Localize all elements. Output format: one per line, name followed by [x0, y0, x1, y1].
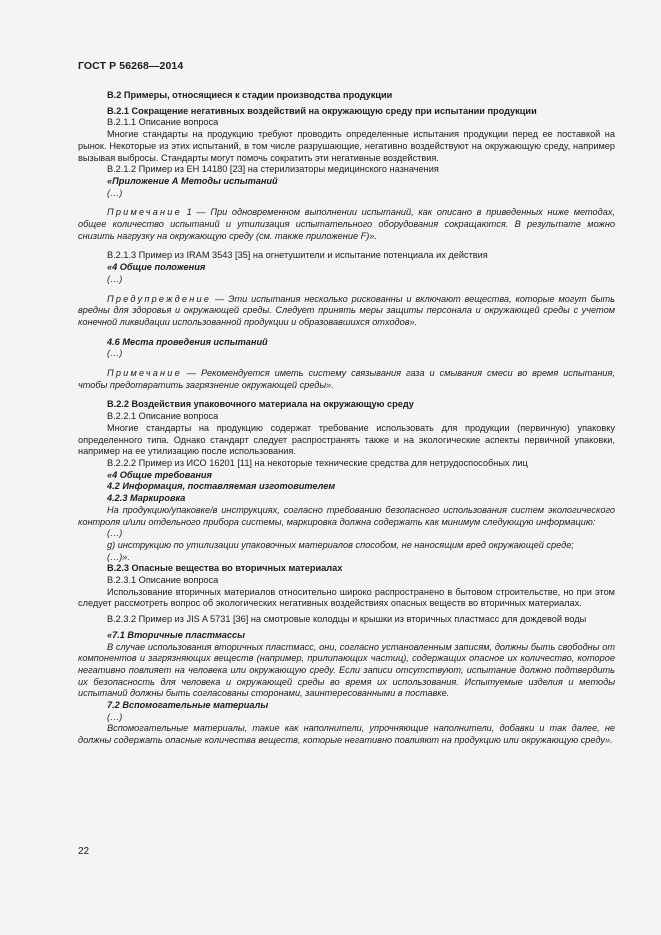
document-header: ГОСТ Р 56268—2014	[78, 60, 184, 72]
paragraph-b211: Многие стандарты на продукцию требуют проводить определенные испытания продукции перед ее поставкой на рынок. Некоторые из этих испытаний, в том числе разрушающие, негативно воздействуют на окружающую среду, например вызывая выбросы. Стандарты могут помочь сократить эти негативные воздействия.	[78, 129, 615, 163]
subsection-title-b221: В.2.2.1 Описание вопроса	[107, 411, 219, 422]
note-2	[78, 368, 615, 391]
quote-heading-4-2-3: 4.2.3 Маркировка	[107, 493, 186, 504]
warning-note	[78, 294, 615, 329]
ellipsis-5: (…)	[107, 711, 123, 722]
paragraph-marking: На продукцию/упаковке/в инструкциях, согласно требованию безопасного использования систем экологического контроля и/или отдельного прибора системы, маркировка должна содержать как минимум следующую информацию:	[78, 504, 615, 527]
list-item-g: g) инструкцию по утилизации упаковочных материалов способом, не наносящим вред окружающей среде;	[107, 539, 574, 550]
quote-heading-7-1: «7.1 Вторичные пластмассы	[107, 629, 245, 640]
subsection-title-b211: В.2.1.1 Описание вопроса	[107, 117, 219, 128]
ellipsis-4: (…)	[107, 528, 123, 539]
quote-heading-appendix-a: «Приложение А Методы испытаний	[107, 175, 278, 186]
page-number: 22	[78, 846, 90, 857]
note-2-text: — Рекомендуется иметь систему связывания газа и смывания смеси во время испытания, чтобы предотвратить загрязнение окружающей среды».	[78, 368, 615, 390]
ellipsis-1: (…)	[107, 187, 123, 198]
quote-heading-7-2: 7.2 Вспомогательные материалы	[107, 700, 269, 711]
subsection-title-b213: В.2.1.3 Пример из IRAM 3543 [35] на огнетушители и испытание потенциала их действия	[107, 250, 488, 261]
warning-label: Предупреждение	[107, 293, 212, 304]
subsection-title-b222: В.2.2.2 Пример из ИСО 16201 [11] на некоторые технические средства для нетрудоспособных лиц	[107, 457, 528, 468]
ellipsis-close: (…)».	[107, 551, 130, 562]
quote-heading-general-requirements: «4 Общие требования	[107, 469, 212, 480]
section-heading-b2: В.2 Примеры, относящиеся к стадии производства продукции	[107, 90, 393, 100]
ellipsis-2: (…)	[107, 273, 123, 284]
paragraph-b231: Использование вторичных материалов относительно широко распространено в бытовом строительстве, но при этом следует рассмотреть вопрос об экологических негативных воздействиях опасных веществ во вторичных материалах.	[78, 586, 615, 609]
note-1	[78, 207, 615, 242]
note-2-label: Примечание	[107, 368, 182, 379]
subsection-title-b212: В.2.1.2 Пример из ЕН 14180 [23] на стерилизаторы медицинского назначения	[107, 164, 439, 175]
paragraph-b221: Многие стандарты на продукцию содержат требование использовать для продукции (первичную) упаковку определенного типа. Однако стандарт следует распространять также и на экологические аспекты первичной упаковки, например на ее утилизацию после использования.	[78, 422, 615, 457]
note-1-label: Примечание	[107, 207, 182, 218]
document-body	[78, 90, 615, 747]
quote-heading-4-2: 4.2 Информация, поставляемая изготовителем	[107, 481, 336, 492]
subsection-title-b231: В.2.3.1 Описание вопроса	[107, 575, 219, 586]
paragraph-7-2: Вспомогательные материалы, такие как наполнители, упрочняющие наполнители, добавки и так далее, не должны содержать опасные количества веществ, которые негативно повлияют на продукцию или окружающую среду».	[78, 723, 615, 746]
quote-heading-general: «4 Общие положения	[107, 262, 206, 273]
section-heading-b21: В.2.1 Сокращение негативных воздействий на окружающую среду при испытании продукции	[107, 105, 537, 116]
section-heading-b22: В.2.2 Воздействия упаковочного материала на окружающую среду	[107, 399, 414, 410]
note-1-text: 1 — При одновременном выполнении испытаний, как описано в приведенных ниже методах, общее количество испытаний и утилизация испытательного оборудования сокращаются. В результате можно снизить нагрузку на окружающую среду (см. также приложение F)».	[78, 207, 615, 241]
subsection-title-b232: В.2.3.2 Пример из JIS A 5731 [36] на смотровые колодцы и крышки из вторичных пластмасс для дождевой воды	[107, 614, 587, 625]
warning-text: — Эти испытания несколько рискованны и включают вещества, которые могут быть вредны для здоровья и окружающей среды. Следует принять меры защиты персонала и окружающей среды с учетом конечной ликвидации использованной продукции и образовавшихся отходов».	[78, 293, 615, 327]
paragraph-7-1: В случае использования вторичных пластмасс, они, согласно установленным записям, должны быть свободны от компонентов и загрязняющих веществ (например, прилипающих частиц), содержащих опасное их количество, которое негативно повлияет на человека или окружающую среду. Если записи отсутствуют, испытание должно подтвердить их безопасность для человека и окружающей среды во время их использования. Испытуемые изделия и методы испытаний должны быть согласованы сторонами, заинтересованными в поставке.	[78, 641, 615, 699]
ellipsis-3: (…)	[107, 348, 123, 359]
quote-heading-4-6: 4.6 Места проведения испытаний	[107, 336, 268, 347]
section-heading-b23: В.2.3 Опасные вещества во вторичных материалах	[107, 563, 343, 574]
